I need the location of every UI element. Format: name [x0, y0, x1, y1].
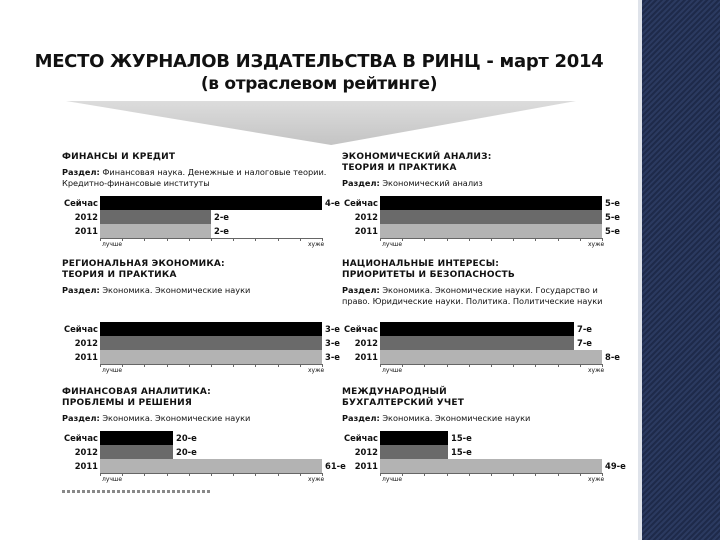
axis-tick — [100, 473, 101, 476]
rank-label: 4-е — [325, 198, 340, 208]
down-arrow-shape — [66, 101, 576, 145]
section-text: Экономический анализ — [382, 178, 483, 188]
axis-label-worse: хуже — [588, 241, 605, 248]
axis-label-worse: хуже — [308, 367, 325, 374]
decorative-side-band — [638, 0, 720, 540]
row-label: 2011 — [74, 226, 98, 236]
axis-tick — [233, 364, 234, 367]
axis-tick — [278, 473, 279, 476]
rank-label: 2-е — [214, 226, 229, 236]
chart-row — [342, 196, 620, 210]
axis-tick — [278, 238, 279, 241]
rank-bar — [380, 459, 602, 473]
chart-row — [62, 445, 332, 459]
axis-tick — [255, 238, 256, 241]
axis-tick — [380, 473, 381, 476]
axis-tick — [402, 473, 403, 476]
axis-tick — [100, 238, 101, 241]
axis-tick — [380, 364, 381, 367]
row-label: 2012 — [354, 447, 378, 457]
row-label: 2011 — [354, 461, 378, 471]
chart-row — [342, 445, 612, 459]
rank-label: 3-е — [325, 324, 340, 334]
row-label: 2012 — [74, 338, 98, 348]
axis-tick — [402, 238, 403, 241]
axis-tick — [380, 238, 381, 241]
chart-row — [342, 431, 612, 445]
rank-label: 15-е — [451, 433, 472, 443]
axis-tick — [491, 238, 492, 241]
axis-tick — [558, 364, 559, 367]
section-label: Раздел: — [62, 413, 100, 423]
section-text: Экономика. Экономические науки — [102, 413, 251, 423]
axis-tick — [447, 473, 448, 476]
axis-label-better: лучше — [382, 241, 403, 248]
axis-tick — [300, 238, 301, 241]
row-label: 2011 — [74, 461, 98, 471]
rank-bar — [380, 196, 602, 210]
axis-tick — [189, 364, 190, 367]
rank-bar — [100, 210, 211, 224]
axis-tick — [233, 238, 234, 241]
panel-title: МЕЖДУНАРОДНЫЙ БУХГАЛТЕРСКИЙ УЧЕТ — [342, 387, 465, 408]
section-text: Финансовая наука. Денежные и налоговые теории. Кредитно-финансовые институты — [62, 167, 327, 188]
axis-tick — [580, 238, 581, 241]
chart-row — [62, 336, 340, 350]
rank-bar — [100, 350, 322, 364]
axis-tick — [189, 473, 190, 476]
axis-tick — [100, 364, 101, 367]
axis-tick — [300, 364, 301, 367]
rank-bar — [100, 445, 173, 459]
axis-label-better: лучше — [102, 367, 123, 374]
axis-tick — [167, 364, 168, 367]
axis-label-worse: хуже — [588, 476, 605, 483]
axis-tick — [558, 473, 559, 476]
axis-tick — [491, 364, 492, 367]
axis-tick — [424, 364, 425, 367]
row-label: 2012 — [74, 212, 98, 222]
chart-row — [62, 224, 332, 238]
axis-tick — [424, 473, 425, 476]
axis-label-better: лучше — [102, 241, 123, 248]
chart-row — [342, 322, 612, 336]
axis-tick — [278, 364, 279, 367]
axis-tick — [424, 238, 425, 241]
axis-tick — [122, 238, 123, 241]
axis-label-better: лучше — [382, 367, 403, 374]
axis-tick — [211, 364, 212, 367]
rank-bar — [380, 431, 448, 445]
chart-row — [62, 196, 340, 210]
axis-tick — [167, 473, 168, 476]
axis-tick — [469, 238, 470, 241]
row-label: 2012 — [74, 447, 98, 457]
rank-bar — [380, 350, 602, 364]
chart-row — [342, 459, 626, 473]
axis-tick — [469, 473, 470, 476]
axis-tick — [122, 473, 123, 476]
section-label: Раздел: — [342, 285, 380, 295]
axis-tick — [447, 238, 448, 241]
section-label: Раздел: — [342, 178, 380, 188]
row-label: Сейчас — [343, 198, 378, 208]
section-label: Раздел: — [62, 285, 100, 295]
axis-label-worse: хуже — [308, 476, 325, 483]
section-label: Раздел: — [62, 167, 100, 177]
rank-label: 5-е — [605, 198, 620, 208]
rank-bar — [100, 336, 322, 350]
row-label: 2011 — [354, 226, 378, 236]
rank-bar — [380, 322, 574, 336]
panel-ekonomicheskiy-analiz — [342, 152, 620, 248]
panel-section — [62, 285, 332, 296]
panel-finansovaya-analitika — [62, 387, 346, 483]
chart-row — [62, 350, 340, 364]
page-title: МЕСТО ЖУРНАЛОВ ИЗДАТЕЛЬСТВА В РИНЦ - март 2014 — [34, 51, 604, 72]
rank-label: 7-е — [577, 338, 592, 348]
axis-tick — [513, 473, 514, 476]
rank-label: 7-е — [577, 324, 592, 334]
rank-label: 49-е — [605, 461, 626, 471]
chart-row — [62, 459, 346, 473]
row-label: 2012 — [354, 338, 378, 348]
panel-section — [62, 167, 332, 189]
chart-row — [342, 224, 620, 238]
axis-tick — [447, 364, 448, 367]
axis-tick — [580, 364, 581, 367]
axis-tick — [535, 364, 536, 367]
rank-bar — [100, 322, 322, 336]
rank-label: 2-е — [214, 212, 229, 222]
panel-title: РЕГИОНАЛЬНАЯ ЭКОНОМИКА: ТЕОРИЯ И ПРАКТИКА — [62, 259, 225, 280]
panel-finansy-i-kredit — [62, 152, 340, 248]
panel-title: ФИНАНСЫ И КРЕДИТ — [62, 152, 176, 162]
chart-row — [62, 210, 332, 224]
section-text: Экономика. Экономические науки — [102, 285, 251, 295]
row-label: 2011 — [74, 352, 98, 362]
rank-label: 20-е — [176, 433, 197, 443]
rank-label: 8-е — [605, 352, 620, 362]
rank-label: 3-е — [325, 352, 340, 362]
row-label: Сейчас — [63, 324, 98, 334]
axis-tick — [300, 473, 301, 476]
panel-mezhdunarodnyy-bukhuchet — [342, 387, 626, 483]
axis-tick — [558, 238, 559, 241]
rank-label: 20-е — [176, 447, 197, 457]
axis-tick — [144, 238, 145, 241]
page-subtitle: (в отраслевом рейтинге) — [200, 74, 438, 94]
chart-row — [342, 350, 620, 364]
axis-tick — [580, 473, 581, 476]
rank-bar — [100, 224, 211, 238]
axis-tick — [255, 473, 256, 476]
chart-row — [342, 210, 620, 224]
rank-label: 5-е — [605, 226, 620, 236]
axis-tick — [144, 473, 145, 476]
row-label: Сейчас — [343, 324, 378, 334]
axis-tick — [513, 364, 514, 367]
axis-tick — [255, 364, 256, 367]
axis-label-better: лучше — [382, 476, 403, 483]
axis-tick — [167, 238, 168, 241]
section-label: Раздел: — [342, 413, 380, 423]
axis-tick — [233, 473, 234, 476]
axis-tick — [469, 364, 470, 367]
rank-bar — [380, 224, 602, 238]
panel-section — [62, 413, 332, 424]
row-label: 2011 — [354, 352, 378, 362]
panel-regionalnaya-ekonomika — [62, 259, 340, 374]
axis-tick — [491, 473, 492, 476]
chart-row — [62, 322, 340, 336]
axis-tick — [211, 238, 212, 241]
axis-tick — [122, 364, 123, 367]
axis-label-worse: хуже — [588, 367, 605, 374]
chart-row — [62, 431, 332, 445]
rank-bar — [380, 210, 602, 224]
row-label: Сейчас — [63, 433, 98, 443]
rank-bar — [380, 445, 448, 459]
section-text: Экономика. Экономические науки. Государство и право. Юридические науки. Политика. Политические науки — [342, 285, 603, 306]
panel-title: ЭКОНОМИЧЕСКИЙ АНАЛИЗ: ТЕОРИЯ И ПРАКТИКА — [342, 152, 492, 173]
rank-bar — [100, 431, 173, 445]
row-label: Сейчас — [343, 433, 378, 443]
rank-bar — [380, 336, 574, 350]
panel-title: НАЦИОНАЛЬНЫЕ ИНТЕРЕСЫ: ПРИОРИТЕТЫ И БЕЗОПАСНОСТЬ — [342, 259, 515, 280]
section-text: Экономика. Экономические науки — [382, 413, 531, 423]
panel-section — [342, 285, 612, 307]
axis-tick — [144, 364, 145, 367]
axis-tick — [189, 238, 190, 241]
axis-label-worse: хуже — [308, 241, 325, 248]
rank-label: 61-е — [325, 461, 346, 471]
axis-tick — [535, 473, 536, 476]
rank-label: 3-е — [325, 338, 340, 348]
panel-section — [342, 178, 612, 189]
chart-row — [342, 336, 612, 350]
row-label: 2012 — [354, 212, 378, 222]
axis-label-better: лучше — [102, 476, 123, 483]
panel-natsionalnye-interesy — [342, 259, 620, 374]
rank-label: 15-е — [451, 447, 472, 457]
rank-bar — [100, 459, 322, 473]
rank-bar — [100, 196, 322, 210]
cropped-footer-line — [62, 490, 212, 493]
panel-section — [342, 413, 612, 424]
row-label: Сейчас — [63, 198, 98, 208]
rank-label: 5-е — [605, 212, 620, 222]
axis-tick — [513, 238, 514, 241]
axis-tick — [535, 238, 536, 241]
axis-tick — [402, 364, 403, 367]
panel-title: ФИНАНСОВАЯ АНАЛИТИКА: ПРОБЛЕМЫ И РЕШЕНИЯ — [62, 387, 211, 408]
axis-tick — [211, 473, 212, 476]
